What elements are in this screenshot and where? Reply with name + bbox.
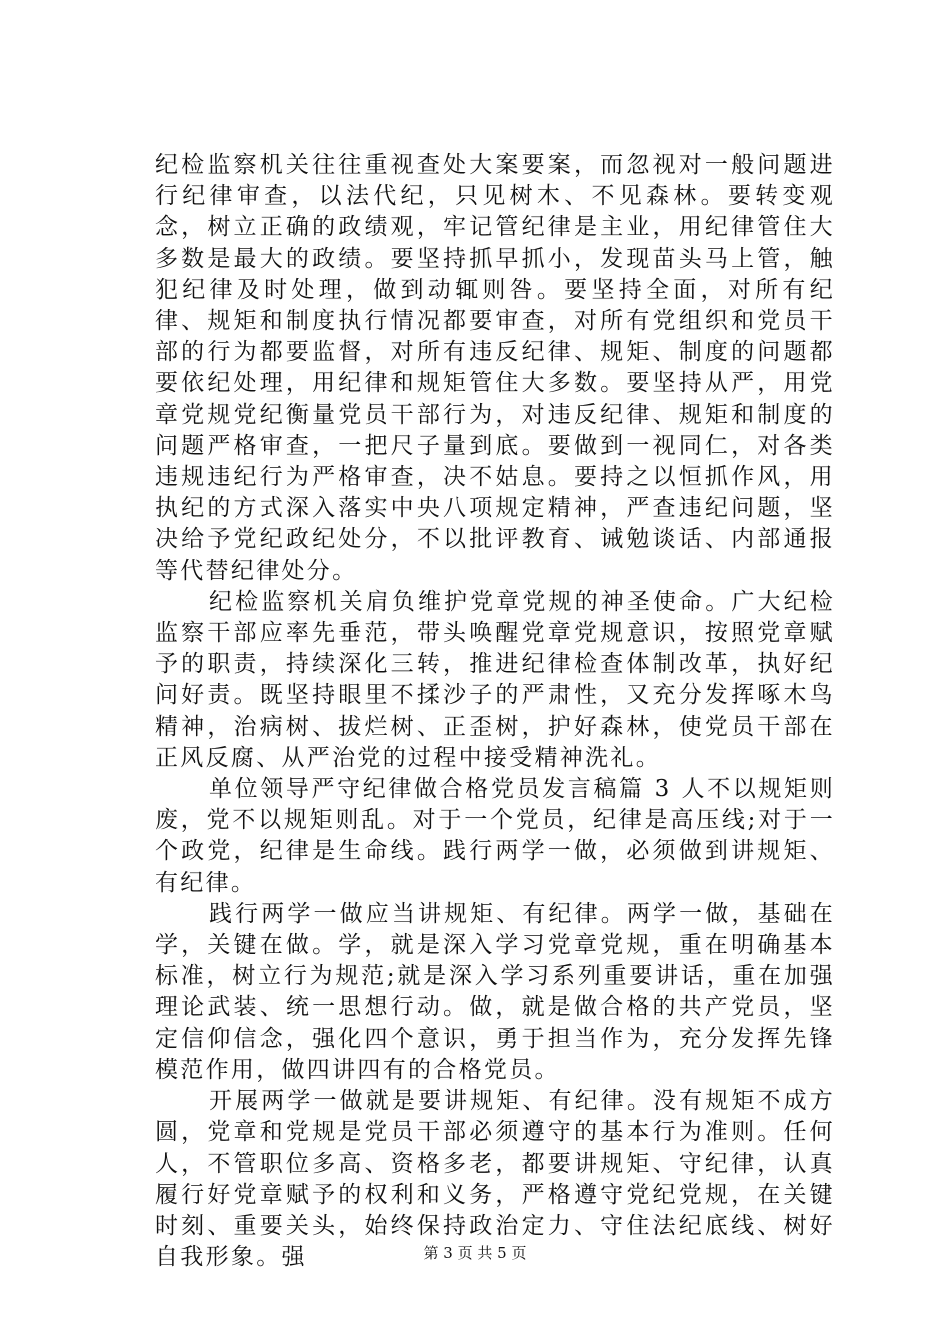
paragraph-practice: 践行两学一做应当讲规矩、有纪律。两学一做，基础在学，关键在做。学，就是深入学习党章党规，重在明确基本标准，树立行为规范;就是深入学习系列重要讲话，重在加强理论武装、统一思想行动。做，就是做合格的共产党员，坚定信仰信念，强化四个意识，勇于担当作为，充分发挥先锋模范作用，做四讲四有的合格党员。	[155, 900, 835, 1083]
paragraph-rules: 开展两学一做就是要讲规矩、有纪律。没有规矩不成方圆，党章和党规是党员干部必须遵守的基本行为准则。任何人，不管职位多高、资格多老，都要讲规矩、守纪律，认真履行好党章赋予的权利和义务，严格遵守党纪党规，在关键时刻、重要关头，始终保持政治定力、守住法纪底线、树好自我形象。强	[155, 1088, 835, 1271]
paragraph-continuation: 纪检监察机关往往重视查处大案要案，而忽视对一般问题进行纪律审查，以法代纪，只见树木、不见森林。要转变观念，树立正确的政绩观，牢记管纪律是主业，用纪律管住大多数是最大的政绩。要坚持抓早抓小，发现苗头马上管，触犯纪律及时处理，做到动辄则咎。要坚持全面，对所有纪律、规矩和制度执行情况都要审查，对所有党组织和党员干部的行为都要监督，对所有违反纪律、规矩、制度的问题都要依纪处理，用纪律和规矩管住大多数。要坚持从严，用党章党规党纪衡量党员干部行为，对违反纪律、规矩和制度的问题严格审查，一把尺子量到底。要做到一视同仁，对各类违规违纪行为严格审查，决不姑息。要持之以恒抓作风，用执纪的方式深入落实中央八项规定精神，严查违纪问题，坚决给予党纪政纪处分，不以批评教育、诫勉谈话、内部通报等代替纪律处分。	[155, 152, 835, 584]
paragraph-mission: 纪检监察机关肩负维护党章党规的神圣使命。广大纪检监察干部应率先垂范，带头唤醒党章党规意识，按照党章赋予的职责，持续深化三转，推进纪律检查体制改革，执好纪问好责。既坚持眼里不揉沙子的严肃性，又充分发挥啄木鸟精神，治病树、拔烂树、正歪树，护好森林，使党员干部在正风反腐、从严治党的过程中接受精神洗礼。	[155, 588, 835, 771]
document-body	[155, 150, 835, 1273]
paragraph-speech-intro: 单位领导严守纪律做合格党员发言稿篇 3 人不以规矩则废，党不以规矩则乱。对于一个党员，纪律是高压线;对于一个政党，纪律是生命线。践行两学一做，必须做到讲规矩、有纪律。	[155, 776, 835, 896]
page-number-footer: 第 3 页 共 5 页	[423, 1244, 527, 1262]
